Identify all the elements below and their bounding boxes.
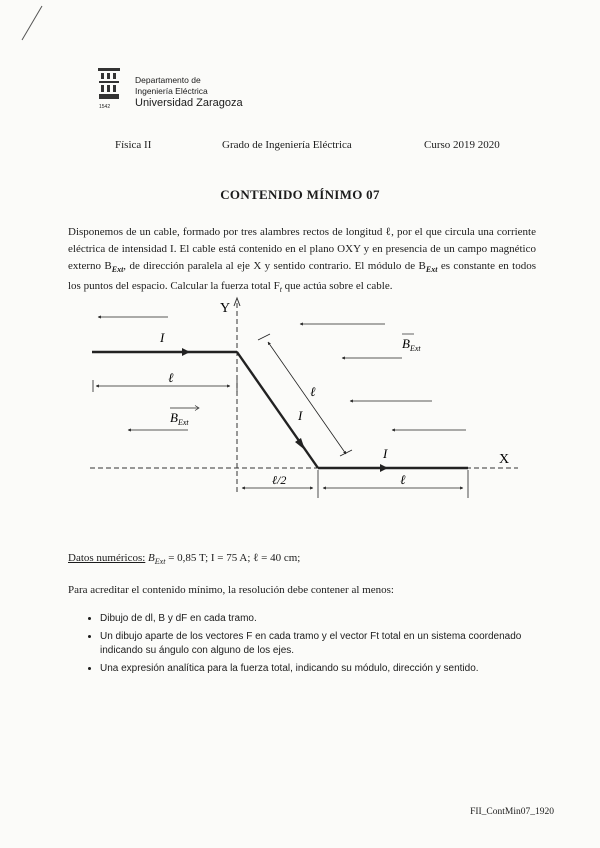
requirement-list <box>86 612 540 680</box>
wire <box>92 352 468 468</box>
svg-text:BExt: $B_{Ext}$ <box>402 336 421 353</box>
dim-left-label: ℓ <box>168 370 174 385</box>
pen-mark <box>18 2 48 42</box>
current-label-1: I <box>160 330 165 345</box>
list-item: • Dibujo de dl, B y dF en cada tramo. <box>100 612 540 626</box>
requirement-intro: Para acreditar el contenido mínimo, la resolución debe contener al menos: <box>68 584 394 596</box>
datos-b-sub: Ext <box>154 557 166 567</box>
statement-sub3: t <box>279 285 282 295</box>
current-arrow-1 <box>182 348 190 356</box>
statement-part4: que actúa sobre el cable. <box>281 280 393 293</box>
x-axis-label: X <box>499 452 510 467</box>
field-label-right <box>402 334 421 353</box>
dept-name-line1: Departamento de <box>135 75 201 85</box>
field-label-left <box>170 406 199 428</box>
numerical-data <box>68 552 300 566</box>
page-title: CONTENIDO MÍNIMO 07 <box>220 187 380 202</box>
dim-diagonal-label: ℓ <box>310 384 316 399</box>
course-name: Física II <box>115 139 152 151</box>
dim-right-label: ℓ <box>400 472 406 487</box>
svg-text:BExt: $B_{Ext}$ <box>170 410 189 427</box>
y-axis-label: Y <box>220 301 231 316</box>
degree-name: Grado de Ingeniería Eléctrica <box>222 139 352 151</box>
statement-sub1: Ext <box>111 265 124 275</box>
current-label-2: I <box>298 408 303 423</box>
datos-heading: Datos numéricos: <box>68 552 146 564</box>
statement-part2: , de dirección paralela al eje X y sentido contrario. El módulo de B <box>123 260 426 272</box>
current-arrow-2 <box>295 438 305 450</box>
document-code: FII_ContMin07_1920 <box>470 807 554 817</box>
university-name: Universidad Zaragoza <box>135 97 243 109</box>
wire-diagram <box>80 292 540 512</box>
statement-part1: Disponemos de un cable, formado por tres alambres rectos de longitud ℓ, por el que circula una corriente eléctrica de intensidad I. El cable está contenido en el plano OXY y en presencia de un campo magnético externo B <box>68 226 536 272</box>
list-item: • Un dibujo aparte de los vectores F en cada tramo y el vector Ft total en un sistema coordenado indicando su ángulo con alguno de los ejes. <box>100 630 540 658</box>
dim-half-label: ℓ/2 <box>272 473 287 487</box>
current-arrow-3 <box>380 464 388 472</box>
current-label-3: I <box>383 446 388 461</box>
dim-diagonal <box>268 342 346 454</box>
dept-name-line2: Ingeniería Eléctrica <box>135 86 208 96</box>
statement-sub2: Ext <box>425 265 438 275</box>
statement-part3: es constante en todos los puntos del espacio. Calcular la fuerza total F <box>68 260 536 293</box>
datos-values: = 0,85 T; I = 75 A; ℓ = 40 cm; <box>165 552 301 564</box>
problem-statement <box>68 224 536 298</box>
academic-year: Curso 2019 2020 <box>424 139 500 151</box>
logo-year: 1542 <box>99 104 111 110</box>
list-item: • Una expresión analítica para la fuerza total, indicando su módulo, dirección y sentido. <box>100 662 540 676</box>
datos-b-symbol: B <box>148 552 155 564</box>
